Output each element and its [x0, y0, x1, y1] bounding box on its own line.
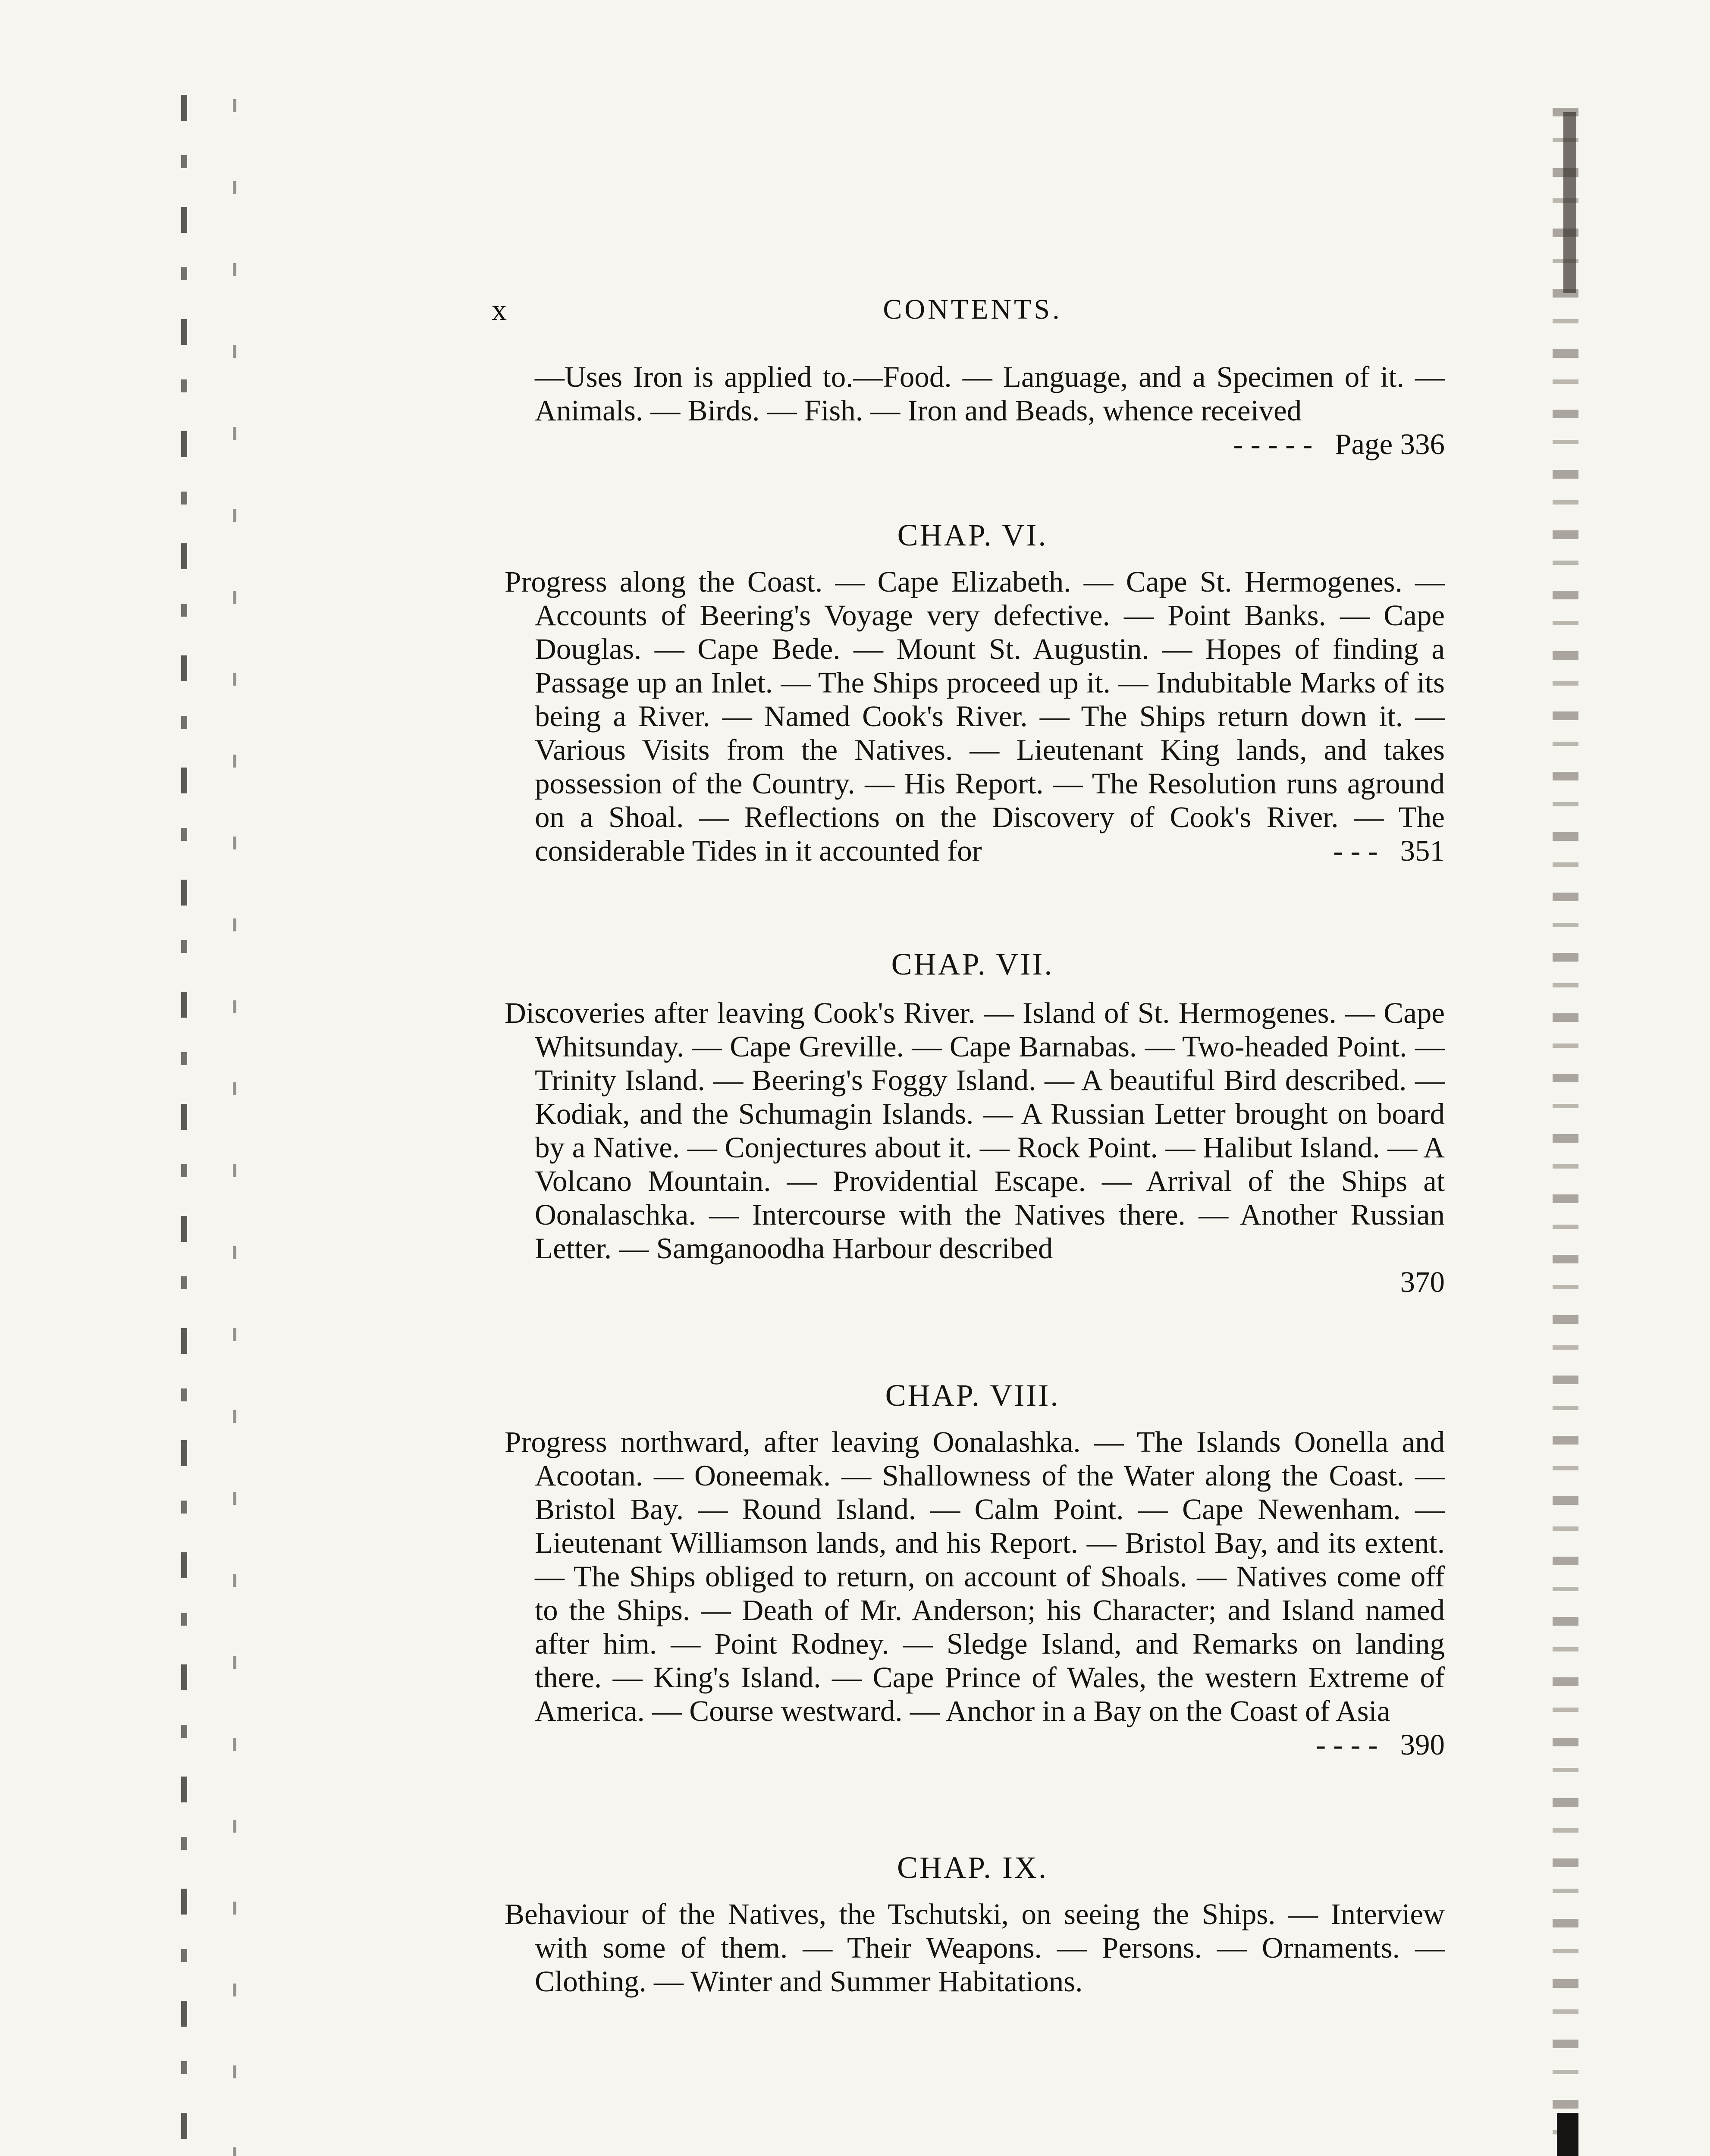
- entry-page-number: Page 336: [1335, 428, 1445, 461]
- scan-edge-left: [181, 95, 187, 2156]
- entry-leaders: - - -: [1333, 834, 1378, 867]
- scan-edge-right-top: [1563, 112, 1576, 293]
- contents-entry-continuation: [505, 360, 1445, 461]
- entry-leaders: - - - -: [1316, 1728, 1378, 1761]
- entry-text: Progress along the Coast. — Cape Elizabeth. — Cape St. Hermogenes. — Accounts of Beering's Voyage very defective. — Point Banks. — Cape Douglas. — Cape Bede. — Mount St. Augustin. — Hopes of finding a Passage up an Inlet. — The Ships proceed up it. — Indubitable Marks of its being a River. — Named Cook's River. — The Ships return down it. — Various Visits from the Natives. — Lieutenant King lands, and takes possession of the Country. — His Report. — The Resolution runs aground on a Shoal. — Reflections on the Discovery of Cook's River. — The considerable Tides in it accounted for: [505, 565, 1445, 867]
- chapter-heading-viii: CHAP. VIII.: [885, 1378, 1060, 1413]
- contents-entry-chap-ix: [505, 1897, 1445, 1998]
- entry-text: —Uses Iron is applied to.—Food. — Language, and a Specimen of it. — Animals. — Birds. — Fish. — Iron and Beads, whence received: [535, 360, 1445, 427]
- entry-page-ref: [1316, 1728, 1445, 1761]
- entry-page-ref: [1333, 834, 1445, 868]
- entry-page-number: 351: [1400, 834, 1445, 867]
- contents-entry-chap-vii: [505, 996, 1445, 1299]
- entry-page-ref: [1233, 427, 1445, 461]
- running-head: [483, 293, 1462, 332]
- entry-text: Progress northward, after leaving Oonalashka. — The Islands Oonella and Acootan. — Ooneemak. — Shallowness of the Water along the Coast. — Bristol Bay. — Round Island. — Calm Point. — Cape Newenham. — Lieutenant Williamson lands, and his Report. — Bristol Bay, and its extent. — The Ships obliged to return, on account of Shoals. — Natives come off to the Ships. — Death of Mr. Anderson; his Character; and Island named after him. — Point Rodney. — Sledge Island, and Remarks on landing there. — King's Island. — Cape Prince of Wales, the western Extreme of America. — Course westward. — Anchor in a Bay on the Coast of Asia: [505, 1426, 1445, 1727]
- scan-edge-left-inner: [233, 99, 236, 2156]
- contents-entry-chap-vi: [505, 565, 1445, 868]
- running-title: CONTENTS.: [883, 294, 1062, 325]
- chapter-heading-ix: CHAP. IX.: [897, 1850, 1048, 1885]
- entry-page-number: 390: [1400, 1728, 1445, 1761]
- chapter-heading-vii: CHAP. VII.: [891, 947, 1054, 981]
- contents-entry-chap-viii: [505, 1425, 1445, 1761]
- entry-text: Discoveries after leaving Cook's River. — Island of St. Hermogenes. — Cape Whitsunday. — Cape Greville. — Cape Barnabas. — Two-headed Point. — Trinity Island. — Beering's Foggy Island. — A beautiful Bird described. — Kodiak, and the Schumagin Islands. — A Russian Letter brought on board by a Native. — Conjectures about it. — Rock Point. — Halibut Island. — A Volcano Mountain. — Providential Escape. — Arrival of the Ships at Oonalaschka. — Intercourse with the Natives there. — Another Russian Letter. — Samganoodha Harbour described: [505, 997, 1445, 1265]
- chapter-heading-vi: CHAP. VI.: [897, 518, 1048, 552]
- entry-text: Behaviour of the Natives, the Tschutski, on seeing the Ships. — Interview with some of them. — Their Weapons. — Persons. — Ornaments. — Clothing. — Winter and Summer Habitations.: [505, 1898, 1445, 1998]
- page-folio: x: [492, 294, 508, 327]
- scan-edge-right: [1553, 108, 1578, 2156]
- entry-leaders: - - - - -: [1233, 428, 1313, 461]
- scan-edge-right-shadow: [1557, 2113, 1578, 2156]
- entry-page-number: 370: [1400, 1266, 1445, 1298]
